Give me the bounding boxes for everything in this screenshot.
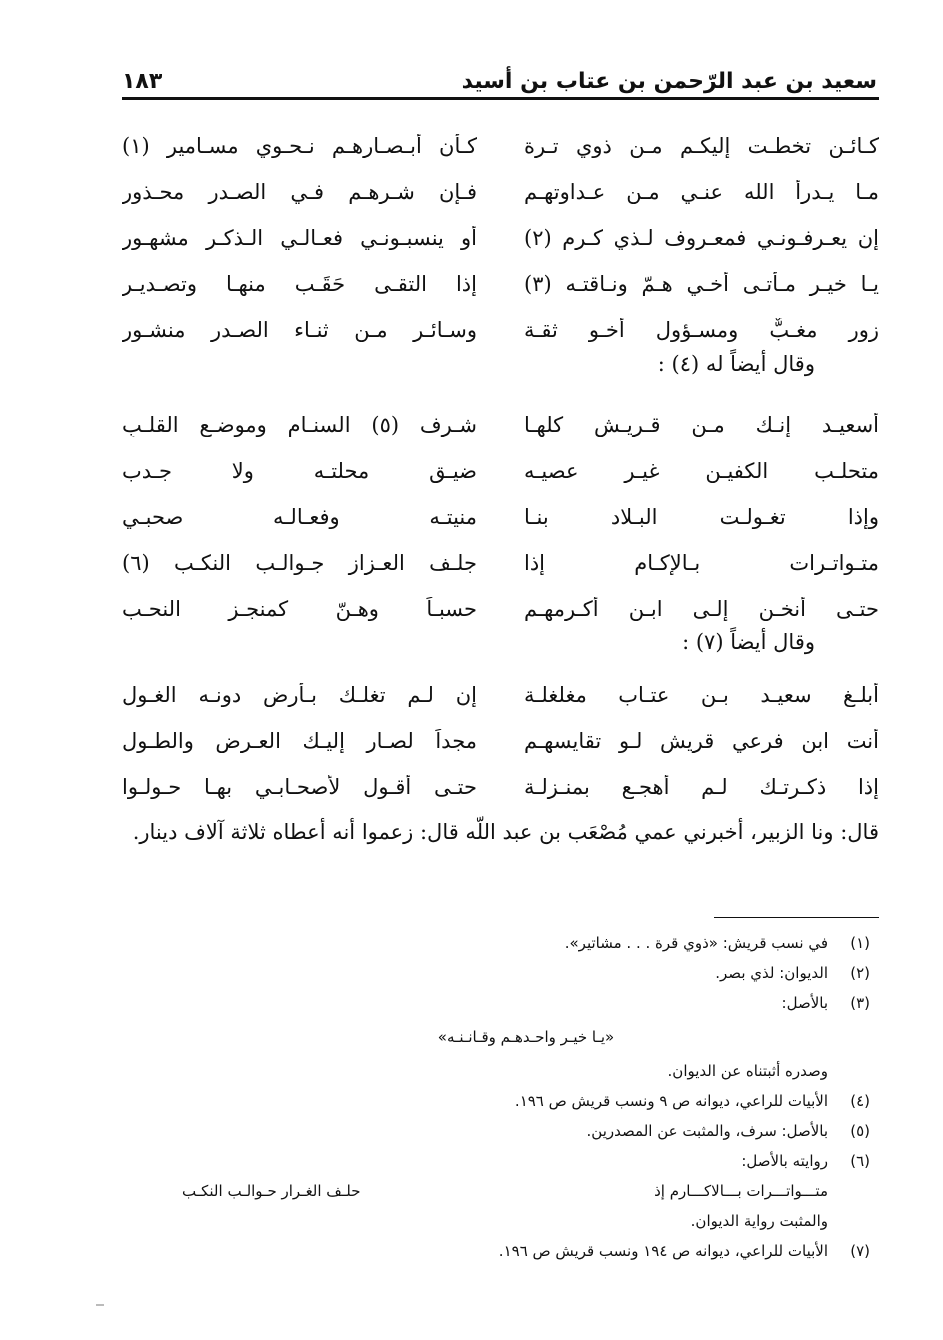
footnote-number: (٢) xyxy=(850,964,870,982)
verse-line xyxy=(122,169,879,215)
first-hemistich: أنت ابن فرعي قريش لـو تقايسهـم xyxy=(524,729,879,753)
second-hemistich: شـرف (٥) السنـام وموضـع القلـبِ xyxy=(122,413,477,437)
verse-line xyxy=(122,448,879,494)
second-hemistich: كـأن أبـصـارهـم نـحـوي مسـامير (١) xyxy=(122,134,477,158)
first-hemistich: متـواتـرات بـالإكـام إذا xyxy=(524,551,879,575)
footnote-item xyxy=(122,1086,870,1116)
verse-line xyxy=(122,540,879,586)
footnote-number: (٤) xyxy=(850,1092,870,1110)
second-hemistich: إن لـم تغلـك بـأرض دونـه الغـول xyxy=(122,683,477,707)
first-hemistich: يـا خيـر مـأتـى أخـي هـمّ ونـاقتـه (٣) xyxy=(524,272,879,296)
footnote-number: (٥) xyxy=(850,1122,870,1140)
footnote-verse-second: حلـف الغـرار حـوالـب النكـب xyxy=(182,1182,361,1200)
first-hemistich: مـا يـدرأ الله عنـي مـن عـداوتهـم xyxy=(524,180,879,204)
first-hemistich: أسعيـد إنـك مـن قـريـش كلهـا xyxy=(524,413,879,437)
first-hemistich: أبلـغ سعيـد بـن عتـاب مغلغلـة xyxy=(524,683,879,707)
poem-3 xyxy=(122,672,879,810)
second-hemistich: جلـف العـزاز جـوالـب النكـب (٦) xyxy=(122,551,477,575)
header-rule xyxy=(122,97,879,100)
footnote-text: روايته بالأصل: xyxy=(741,1152,828,1170)
footnote-text: بالأصل: xyxy=(781,994,828,1012)
poem-2 xyxy=(122,402,879,632)
second-hemistich: حسبـاً وهـنّ كمنجـز النحـب xyxy=(122,597,477,621)
footnote-text: الأبيات للراعي، ديوانه ص ١٩٤ ونسب قريش ص ١٩٦. xyxy=(498,1242,828,1260)
verse-line xyxy=(122,672,879,718)
footnote-verse-first: متـــواتـــرات بـــالاكـــارم إذ xyxy=(654,1182,828,1200)
second-hemistich: منيتـه وفعـالـه صحبـي xyxy=(122,505,477,529)
second-hemistich: حتـى أقـول لأصحـابـي بهـا حـولـوا xyxy=(122,775,477,799)
intro-line: وقال أيضاً له (٤) : xyxy=(657,352,815,376)
footnote-text: الديوان: لذي بصر. xyxy=(715,964,828,982)
footnote-rule xyxy=(714,917,879,918)
verse-line xyxy=(122,718,879,764)
footnote-number: (٧) xyxy=(850,1242,870,1260)
footnote-item xyxy=(122,928,870,958)
second-hemistich: أو ينسبـونـي فعـالـي الـذكـر مشهـور xyxy=(122,226,477,250)
footnote-note: وصدره أثبتناه عن الديوان. xyxy=(667,1062,828,1080)
footnote-note: والمثبت رواية الديوان. xyxy=(690,1212,828,1230)
first-hemistich: حتـى أنخـن إلـى ابـن أكـرمهـم xyxy=(524,597,879,621)
footnote-item xyxy=(122,1146,870,1176)
footnote-number: (٣) xyxy=(850,994,870,1012)
second-hemistich: فـإن شـرهـم فـي الصـدر محـذور xyxy=(122,180,477,204)
footnotes xyxy=(122,928,870,1266)
prose-paragraph: قال: ونا الزبير، أخبرني عمي مُصْعَب بن عبد اللّه قال: زعموا أنه أعطاه ثلاثة آلاف دينار. xyxy=(132,820,879,844)
first-hemistich: متحلـب الكفيـن غيـر عصيـه xyxy=(524,459,879,483)
footnote-verse xyxy=(122,1176,870,1206)
first-hemistich: وإذا تغـولـت البـلاد بنـا xyxy=(524,505,879,529)
footnote-item xyxy=(122,1236,870,1266)
footnote-item xyxy=(122,958,870,988)
verse-line xyxy=(122,261,879,307)
second-hemistich: مجداً لصـار إليـك العـرض والطـول xyxy=(122,729,477,753)
second-hemistich: ضيـق محلتـه ولا جـدب xyxy=(122,459,477,483)
footnote-number: (٦) xyxy=(850,1152,870,1170)
footnote-text: بالأصل: سرف، والمثبت عن المصدرين. xyxy=(586,1122,828,1140)
footnote-number: (١) xyxy=(850,934,870,952)
first-hemistich: زور مغـبٌّ ومسـؤول أخـو ثقـة xyxy=(524,318,879,342)
footnote-item xyxy=(122,1116,870,1146)
second-hemistich: وسـائـر مـن ثنـاء الصـدر منشـور xyxy=(122,318,477,342)
running-header xyxy=(122,58,877,94)
intro-line: وقال أيضاً (٧) : xyxy=(682,630,815,654)
verse-line xyxy=(122,764,879,810)
running-title: سعيد بن عبد الرّحمن بن عتاب بن أسيد xyxy=(461,69,877,94)
footnote-text: في نسب قريش: «ذوي قرة . . . مشاتير». xyxy=(564,934,828,952)
footnote-text: الأبيات للراعي، ديوانه ص ٩ ونسب قريش ص ١٩٦. xyxy=(514,1092,828,1110)
page-number: ١٨٣ xyxy=(122,69,163,94)
verse-line xyxy=(122,586,879,632)
verse-line xyxy=(122,215,879,261)
verse-line xyxy=(122,307,879,353)
footnote-item xyxy=(122,988,870,1018)
verse-line xyxy=(122,402,879,448)
scan-speck xyxy=(96,1304,104,1306)
first-hemistich: كـائـن تخطـت إليكـم مـن ذوي تـرة xyxy=(524,134,879,158)
second-hemistich: إذا التقـى حَقَـب منهـا وتصـديـر xyxy=(122,272,477,296)
first-hemistich: إذا ذكـرتـك لـم أهجـع بمنـزلـة xyxy=(524,775,879,799)
footnote-quote: «يـا خيـر واحـدهـم وقـانـنـه» xyxy=(437,1028,615,1046)
verse-line xyxy=(122,494,879,540)
poem-1 xyxy=(122,123,879,353)
first-hemistich: إن يعـرفـونـي فمعـروف لـذي كـرم (٢) xyxy=(524,226,879,250)
verse-line xyxy=(122,123,879,169)
